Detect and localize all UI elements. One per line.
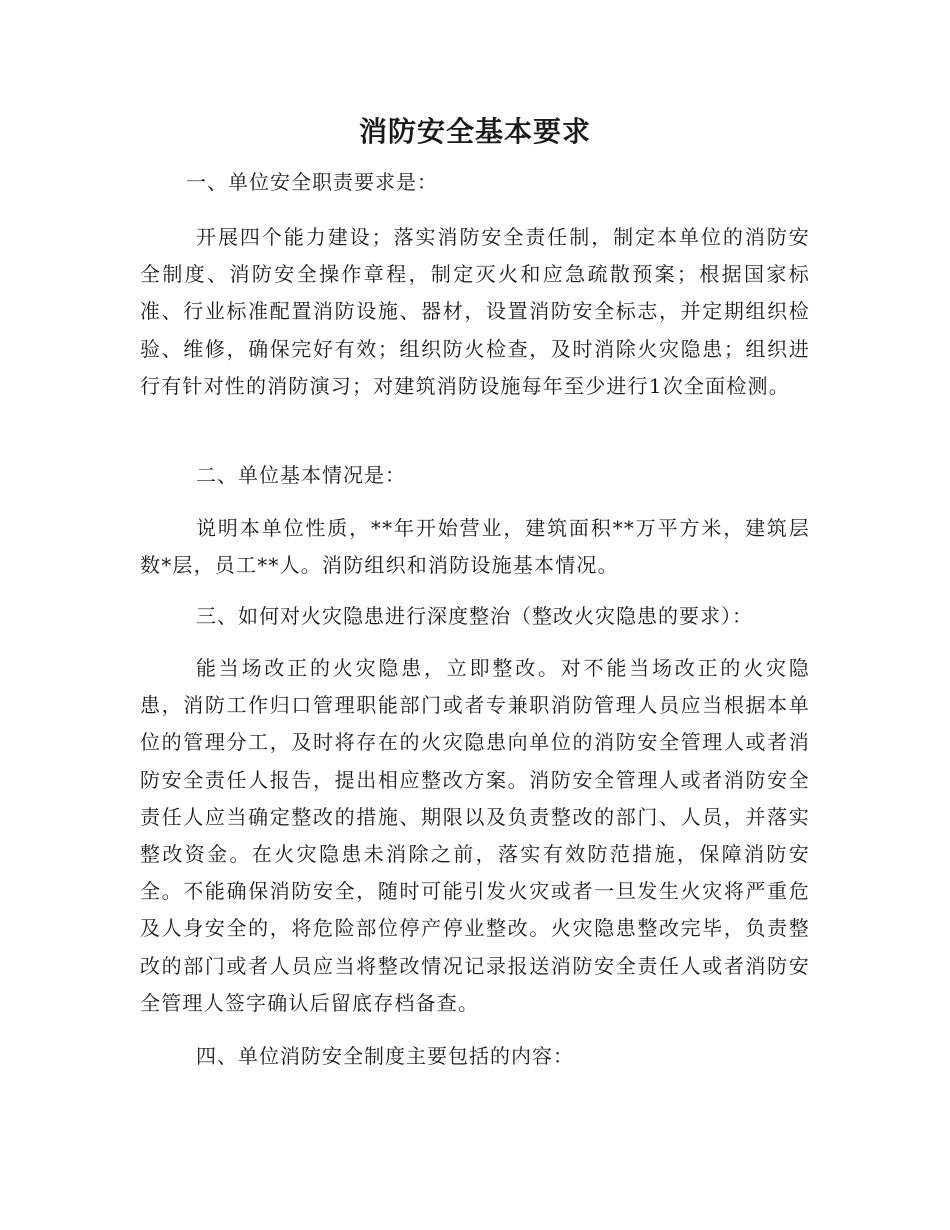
section-heading-1: 一、单位安全职责要求是：	[186, 170, 438, 194]
document-title: 消防安全基本要求	[358, 115, 591, 148]
section-body-2: 说明本单位性质，**年开始营业，建筑面积**万平方米，建筑层数*层，员工**人。消防组织和消防设施基本情况。	[140, 516, 810, 578]
section-heading-3: 三、如何对火灾隐患进行深度整治（整改火灾隐患的要求）：	[196, 604, 753, 628]
section-heading-4: 四、单位消防安全制度主要包括的内容：	[196, 1044, 574, 1068]
section-body-3: 能当场改正的火灾隐患，立即整改。对不能当场改正的火灾隐患，消防工作归口管理职能部门或者专兼职消防管理人员应当根据本单位的管理分工，及时将存在的火灾隐患向单位的消防安全管理人或者消防安全责任人报告，提出相应整改方案。消防安全管理人或者消防安全责任人应当确定整改的措施、期限以及负责整改的部门、人员，并落实整改资金。在火灾隐患未消除之前，落实有效防范措施，保障消防安全。不能确保消防安全，随时可能引发火灾或者一旦发生火灾将严重危及人身安全的，将危险部位停产停业整改。火灾隐患整改完毕，负责整改的部门或者人员应当将整改情况记录报送消防安全责任人或者消防安全管理人签字确认后留底存档备查。	[140, 656, 810, 1015]
section-heading-2: 二、单位基本情况是：	[196, 463, 406, 487]
section-body-1: 开展四个能力建设；落实消防安全责任制，制定本单位的消防安全制度、消防安全操作章程，制定灭火和应急疏散预案；根据国家标准、行业标准配置消防设施、器材，设置消防安全标志，并定期组织检验、维修，确保完好有效；组织防火检查，及时消除火灾隐患；组织进行有针对性的消防演习；对建筑消防设施每年至少进行1次全面检测。	[140, 225, 810, 398]
